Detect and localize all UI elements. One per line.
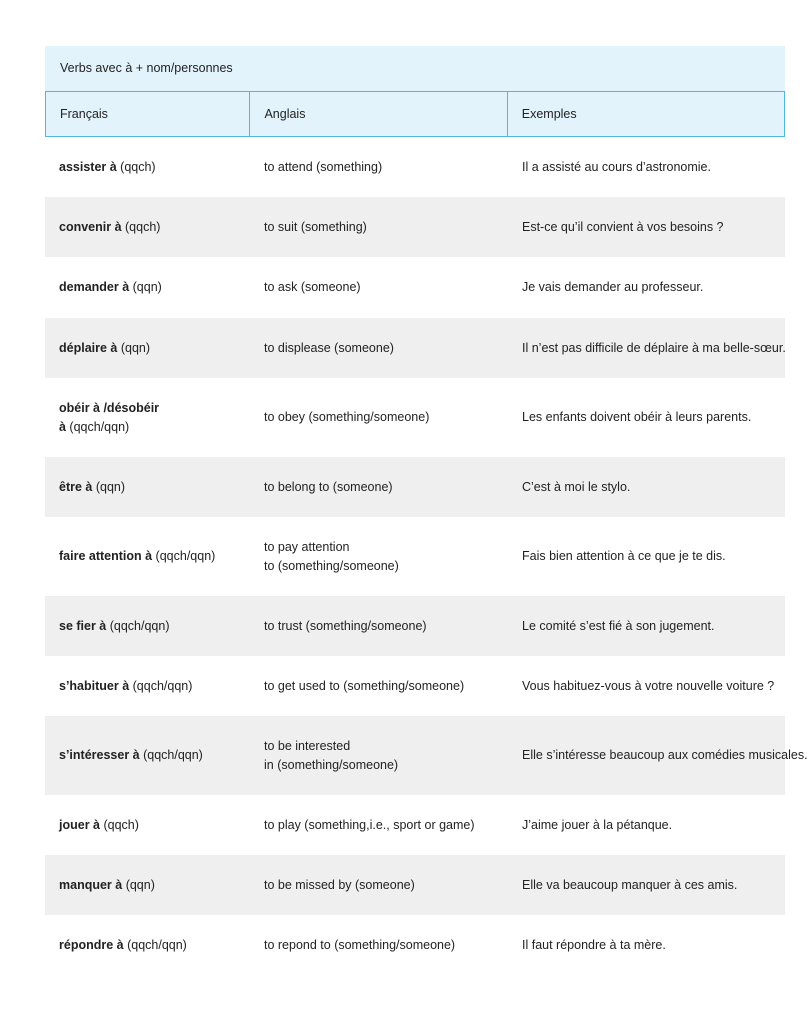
verb-text: obéir à /désobéir — [59, 400, 160, 415]
cell-anglais — [250, 378, 508, 457]
table-header-row — [45, 91, 785, 137]
english-line: to obey (something/someone) — [264, 410, 430, 424]
table-row — [45, 257, 785, 318]
cell-exemple — [508, 855, 785, 915]
verb-text: déplaire à — [59, 340, 118, 355]
example-text: Vous habituez-vous à votre nouvelle voiture ? — [522, 678, 775, 693]
verb-complement: (qqch) — [121, 219, 161, 234]
francais-line-2 — [59, 418, 250, 437]
example-text: J’aime jouer à la pétanque. — [522, 817, 673, 832]
table-row — [45, 457, 785, 517]
cell-anglais — [250, 457, 508, 517]
verb-complement: (qqn) — [129, 280, 162, 294]
verb-text: manquer à — [59, 877, 123, 892]
english-line: to be missed by (someone) — [264, 877, 415, 892]
cell-anglais — [250, 137, 508, 197]
verb-complement: (qqch/qqn) — [139, 748, 203, 762]
table-row — [45, 795, 785, 855]
verb-text-2: à — [59, 419, 66, 434]
cell-anglais — [250, 257, 508, 318]
example-text: Il a assisté au cours d’astronomie. — [522, 159, 711, 174]
verb-table — [45, 46, 808, 975]
francais-line — [59, 278, 250, 297]
cell-exemple — [508, 378, 785, 457]
english-line: to be interested — [264, 738, 351, 753]
cell-francais — [45, 257, 250, 318]
example-text: Les enfants doivent obéir à leurs parents. — [522, 410, 752, 424]
verb-complement: (qqch/qqn) — [106, 618, 170, 633]
francais-line — [59, 339, 250, 358]
cell-francais — [45, 318, 250, 378]
cell-exemple — [508, 517, 785, 596]
cell-francais — [45, 915, 250, 975]
table-row — [45, 197, 785, 257]
francais-line — [59, 936, 250, 955]
cell-exemple — [508, 457, 785, 517]
cell-exemple — [508, 915, 785, 975]
verb-complement: (qqn) — [122, 877, 155, 892]
cell-exemple — [508, 197, 785, 257]
francais-line — [59, 547, 250, 566]
header-francais: Français — [46, 92, 250, 136]
cell-francais — [45, 378, 250, 457]
verb-text: être à — [59, 479, 93, 494]
table-row — [45, 137, 785, 197]
example-text: Le comité s’est fié à son jugement. — [522, 618, 715, 633]
cell-exemple — [508, 596, 785, 656]
cell-anglais — [250, 855, 508, 915]
table-row — [45, 318, 785, 378]
english-line: to repond to (something/someone) — [264, 937, 456, 952]
english-line-2: in (something/someone) — [264, 757, 399, 772]
cell-francais — [45, 795, 250, 855]
cell-francais — [45, 517, 250, 596]
english-line: to displease (someone) — [264, 340, 394, 355]
verb-complement: (qqn) — [92, 479, 126, 494]
example-text: Est-ce qu’il convient à vos besoins ? — [522, 219, 724, 234]
verb-complement: (qqch) — [100, 817, 139, 832]
verb-text: convenir à — [59, 219, 122, 234]
francais-line — [59, 677, 250, 696]
table-row — [45, 915, 785, 975]
francais-line — [59, 158, 250, 177]
cell-exemple — [508, 656, 785, 716]
example-text: Je vais demander au professeur. — [522, 280, 704, 294]
cell-francais — [45, 656, 250, 716]
cell-anglais — [250, 716, 508, 795]
english-line: to get used to (something/someone) — [264, 678, 465, 693]
verb-text: demander à — [59, 280, 130, 294]
cell-anglais — [250, 656, 508, 716]
francais-line — [59, 617, 250, 636]
francais-line — [59, 816, 250, 835]
cell-francais — [45, 197, 250, 257]
example-text: Il n’est pas difficile de déplaire à ma belle-sœur. — [522, 340, 786, 355]
table-row — [45, 716, 808, 795]
cell-exemple — [508, 137, 785, 197]
cell-exemple — [508, 318, 785, 378]
francais-line — [59, 876, 250, 895]
english-line: to play (something,i.e., sport or game) — [264, 817, 475, 832]
cell-exemple — [508, 257, 785, 318]
table-row — [45, 378, 785, 457]
verb-complement-2: (qqch/qqn) — [65, 419, 130, 434]
table-row — [45, 656, 785, 716]
cell-francais — [45, 457, 250, 517]
verb-complement: (qqch) — [116, 159, 156, 174]
verb-text: s’intéresser à — [59, 748, 140, 762]
verb-complement: (qqch/qqn) — [123, 937, 187, 952]
cell-anglais — [250, 318, 508, 378]
cell-anglais — [250, 596, 508, 656]
verb-text: se fier à — [59, 618, 107, 633]
example-text: Fais bien attention à ce que je te dis. — [522, 549, 726, 563]
example-text: C’est à moi le stylo. — [522, 479, 631, 494]
example-text: Elle s’intéresse beaucoup aux comédies musicales. — [522, 748, 808, 762]
verb-complement: (qqch/qqn) — [129, 678, 193, 693]
cell-exemple — [508, 716, 808, 795]
table-row — [45, 517, 785, 596]
table-row — [45, 596, 785, 656]
cell-anglais — [250, 795, 508, 855]
table-caption: Verbs avec à + nom/personnes — [45, 46, 785, 91]
cell-francais — [45, 716, 250, 795]
verb-text: jouer à — [59, 817, 100, 832]
francais-line — [59, 478, 250, 497]
example-text: Il faut répondre à ta mère. — [522, 937, 666, 952]
english-line-2: to (something/someone) — [264, 558, 399, 573]
table-body — [45, 137, 808, 975]
verb-complement: (qqch/qqn) — [152, 549, 216, 563]
verb-text: faire attention à — [59, 549, 153, 563]
english-line: to belong to (someone) — [264, 479, 393, 494]
english-line: to attend (something) — [264, 159, 383, 174]
english-line: to trust (something/someone) — [264, 618, 427, 633]
verb-text: répondre à — [59, 937, 124, 952]
francais-line — [59, 399, 250, 418]
table-row — [45, 855, 785, 915]
cell-francais — [45, 855, 250, 915]
verb-text: assister à — [59, 159, 117, 174]
cell-anglais — [250, 517, 508, 596]
verb-complement: (qqn) — [117, 340, 151, 355]
francais-line — [59, 218, 250, 237]
cell-exemple — [508, 795, 785, 855]
header-exemples: Exemples — [521, 106, 577, 121]
english-line: to pay attention — [264, 539, 350, 554]
english-line: to ask (someone) — [264, 280, 361, 294]
cell-francais — [45, 596, 250, 656]
cell-anglais — [250, 915, 508, 975]
francais-line — [59, 746, 250, 765]
example-text: Elle va beaucoup manquer à ces amis. — [522, 877, 738, 892]
english-line: to suit (something) — [264, 219, 367, 234]
verb-text: s’habituer à — [59, 678, 130, 693]
header-anglais: Anglais — [250, 92, 507, 136]
cell-francais — [45, 137, 250, 197]
cell-anglais — [250, 197, 508, 257]
